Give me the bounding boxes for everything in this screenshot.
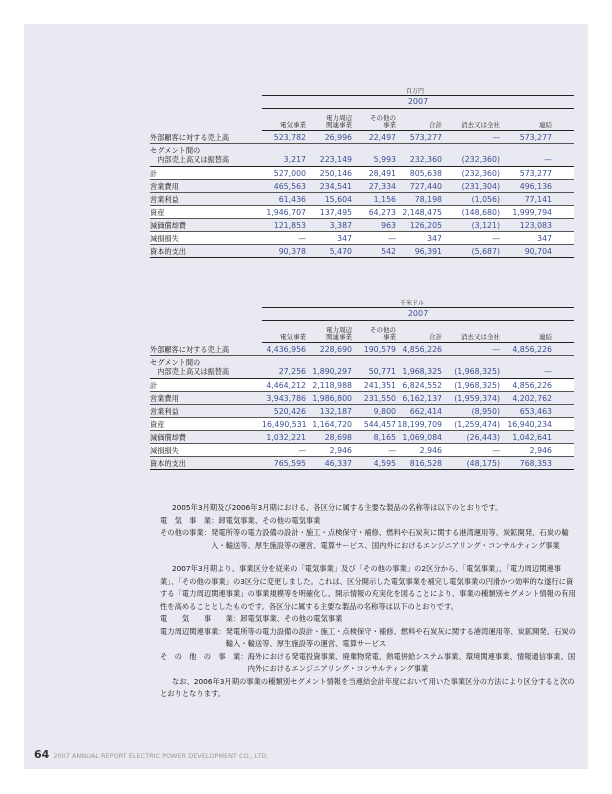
table-cell: 26,996	[324, 132, 352, 142]
col-header: 電気事業	[280, 333, 306, 341]
table-row	[150, 356, 574, 379]
table-cell: 4,202,762	[512, 393, 552, 403]
row-label-line: 計	[150, 168, 158, 178]
table-cell: 5,470	[329, 246, 352, 256]
table-row	[150, 457, 574, 470]
note-paragraph: 2007年3月期より、事業区分を従来の「電気事業」及び「その他の事業」の2区分から、「電気事業」、「電力周辺関連事業」、「その他の事業」の3区分に変更しました。これは、区分開示した電気事業を補完し電気事業の円滑かつ効率的な遂行に資する「電力周辺関連事業」の事業規模等を明確化し、開示情報の充実化を図ることにより、事業の種類別セグメント情報の有用性を高めることとしたものです。各区分に属する主要な製品の名称等は以下のとおりです。	[160, 564, 576, 611]
definition-term: 電 気 事 業：	[160, 614, 241, 623]
table-cell: 4,856,226	[402, 344, 442, 354]
table-cell: 2,118,988	[312, 380, 352, 390]
col-header: 合計	[429, 333, 442, 341]
table-cell: (232,360)	[461, 155, 500, 164]
row-label	[150, 247, 262, 256]
table-cell: 2,946	[529, 445, 552, 455]
year-header: 2007	[262, 95, 574, 109]
note-paragraph: なお、2006年3月期の事業の種類別セグメント情報を当連結会計年度において用いた事業区分の方法により区分すると次のとおりとなります。	[160, 676, 575, 698]
col-header: 消去又は全社	[461, 333, 500, 341]
row-label-line: 資本的支出	[150, 246, 186, 256]
table-cell: 123,083	[519, 220, 552, 230]
segment-table-usd	[150, 298, 574, 470]
table-cell: 765,595	[273, 458, 306, 468]
table-cell: 6,824,552	[402, 380, 442, 390]
table-cell: 78,198	[414, 194, 442, 204]
table-cell: 18,199,709	[397, 419, 442, 429]
row-label	[150, 433, 262, 442]
row-label	[150, 446, 262, 455]
row-label-line: 外部顧客に対する売上高	[150, 344, 230, 354]
table-row	[150, 232, 574, 245]
table-cell: 520,426	[273, 406, 306, 416]
table-cell: —	[492, 132, 500, 142]
table-cell: 1,890,297	[312, 367, 352, 376]
table-cell: 27,256	[278, 367, 306, 376]
definition-item	[160, 651, 576, 676]
table-cell: (8,950)	[471, 406, 500, 416]
table-cell: 1,164,720	[312, 419, 352, 429]
table-cell: 2,148,475	[402, 207, 442, 217]
row-label	[150, 195, 262, 204]
table-cell: (5,687)	[471, 246, 500, 256]
table-cell: (1,259,474)	[454, 419, 500, 429]
row-label	[150, 420, 262, 429]
col-header: 連結	[539, 333, 552, 341]
table-cell: (232,360)	[461, 168, 500, 178]
table-cell: (26,443)	[466, 432, 500, 442]
table-cell: (48,175)	[466, 458, 500, 468]
table-cell: 573,277	[409, 132, 442, 142]
table-cell: 1,156	[373, 194, 396, 204]
row-label-line: 減損損失	[150, 233, 179, 243]
row-label-line: 営業利益	[150, 406, 179, 416]
table-cell: 231,550	[363, 393, 396, 403]
row-label	[150, 394, 262, 403]
table-cell: 465,563	[273, 181, 306, 191]
column-headers	[262, 109, 574, 131]
table-cell: 662,414	[409, 406, 442, 416]
definition-desc: 卸電気事業、その他の電気事業	[218, 515, 321, 525]
table-cell: 4,856,226	[512, 380, 552, 390]
table-row	[150, 379, 574, 392]
table-cell: 190,579	[363, 344, 396, 354]
table-cell: 8,165	[373, 432, 396, 442]
definition-desc: 卸電気事業、その他の電気事業	[240, 614, 343, 623]
table-cell: 2,946	[329, 445, 352, 455]
table-cell: 22,497	[368, 132, 396, 142]
col-header: 連結	[539, 121, 552, 129]
col-header: 電力周辺 関連事業	[326, 326, 352, 341]
table-row	[150, 392, 574, 405]
table-cell: (1,056)	[471, 194, 500, 204]
table-row	[150, 245, 574, 258]
table-cell: —	[298, 233, 306, 243]
table-cell: 1,999,794	[512, 207, 552, 217]
table-row	[150, 131, 574, 144]
table-cell: 523,782	[273, 132, 306, 142]
table-cell: 727,440	[409, 181, 442, 191]
column-headers	[262, 321, 574, 343]
table-cell: 5,993	[373, 155, 396, 164]
table-cell: 3,217	[283, 155, 306, 164]
table-cell: 9,800	[373, 406, 396, 416]
definition-term: そ の 他 の 事 業：	[160, 651, 248, 661]
table-cell: —	[298, 445, 306, 455]
table-cell: —	[544, 155, 552, 164]
table-cell: (231,304)	[461, 181, 500, 191]
table-cell: 4,464,212	[266, 380, 306, 390]
row-label-line: 営業利益	[150, 194, 179, 204]
definition-desc: 発電所等の電力設備の設計・施工・点検保守・補修、燃料や石炭灰に関する港湾運用等、炭鉱開発、石炭の輸入・輸送等、厚生施設等の運営、電算サービス	[225, 626, 576, 648]
page-number: 64	[34, 748, 50, 761]
segment-notes	[160, 502, 576, 701]
table-row	[150, 343, 574, 356]
row-label-line: 外部顧客に対する売上高	[150, 132, 230, 142]
table-cell: 768,353	[519, 458, 552, 468]
row-label	[150, 358, 262, 376]
table-body	[150, 343, 574, 470]
footer-text: 2007 ANNUAL REPORT ELECTRIC POWER DEVELOPMENT CO., LTD.	[53, 752, 269, 760]
table-cell: 653,463	[519, 406, 552, 416]
definition-item	[160, 613, 576, 626]
table-cell: 96,391	[414, 246, 442, 256]
row-label-line: 減損損失	[150, 445, 179, 455]
table-cell: 1,968,325	[402, 367, 442, 376]
table-cell: 121,853	[273, 220, 306, 230]
table-cell: 4,856,226	[512, 344, 552, 354]
definition-desc: 海外における発電投資事業、廃棄物発電、熱電併給システム事業、環境関連事業、情報通信事業、国内外におけるエンジニアリング・コンサルティング事業	[247, 651, 576, 673]
row-label	[150, 221, 262, 230]
row-label-line: 資本的支出	[150, 458, 186, 468]
table-cell: —	[544, 367, 552, 376]
definition-term: 電力周辺関連事業：	[160, 626, 226, 636]
row-label-line: 減価償却費	[150, 220, 186, 230]
table-cell: 1,946,707	[266, 207, 306, 217]
row-label	[150, 407, 262, 416]
row-label-line: 計	[150, 380, 158, 390]
definition-item	[160, 515, 576, 528]
table-cell: 28,698	[324, 432, 352, 442]
table-cell: 228,690	[319, 344, 352, 354]
table-cell: —	[388, 233, 396, 243]
table-cell: 27,334	[368, 181, 396, 191]
row-label	[150, 234, 262, 243]
table-cell: 1,986,800	[312, 393, 352, 403]
table-cell: 544,457	[363, 419, 396, 429]
col-header: その他の 事業	[370, 326, 396, 341]
table-cell: 496,136	[519, 181, 552, 191]
definition-desc: 発電所等の電力設備の設計・施工・点検保守・補修、燃料や石炭灰に関する港湾運用等、炭鉱開発、石炭の輸入・輸送等、厚生施設等の運営、電算サービス、国内外におけるエンジニアリング・コンサルティング事業	[211, 528, 569, 550]
table-cell: 16,940,234	[507, 419, 552, 429]
row-label	[150, 345, 262, 354]
row-label	[150, 381, 262, 390]
row-label	[150, 208, 262, 217]
table-cell: 347	[537, 233, 552, 243]
row-label	[150, 459, 262, 468]
table-cell: —	[492, 344, 500, 354]
row-label-line: 内部売上高又は振替高	[150, 367, 230, 376]
table-cell: 1,042,641	[512, 432, 552, 442]
table-cell: 542	[381, 246, 396, 256]
table-cell: 50,771	[368, 367, 396, 376]
table-row	[150, 418, 574, 431]
table-cell: 527,000	[273, 168, 306, 178]
row-label-line: セグメント間の	[150, 358, 201, 367]
row-label-line: 営業費用	[150, 181, 179, 191]
table-cell: 1,032,221	[266, 432, 306, 442]
table-cell: 126,205	[409, 220, 442, 230]
table-cell: 347	[337, 233, 352, 243]
definition-term: その他の事業：	[160, 528, 212, 537]
row-label-line: 営業費用	[150, 393, 179, 403]
table-cell: (1,968,325)	[454, 380, 500, 390]
table-cell: 16,490,531	[262, 419, 307, 429]
table-cell: 3,943,786	[266, 393, 306, 403]
row-label	[150, 133, 262, 142]
table-cell: (3,121)	[471, 220, 500, 230]
col-header: 電気事業	[280, 121, 306, 129]
table-cell: 28,491	[368, 168, 396, 178]
table-cell: 90,378	[278, 246, 306, 256]
table-cell: 573,277	[519, 168, 552, 178]
table-cell: 61,436	[278, 194, 306, 204]
table-row	[150, 167, 574, 180]
table-cell: 232,360	[409, 155, 442, 164]
table-cell: 241,351	[363, 380, 396, 390]
row-label-line: 資産	[150, 419, 165, 429]
table-row	[150, 405, 574, 418]
table-cell: 6,162,137	[402, 393, 442, 403]
row-label	[150, 146, 262, 164]
table-cell: 46,337	[324, 458, 352, 468]
table-cell: 250,146	[319, 168, 352, 178]
unit-label: 千米ドル	[399, 300, 424, 307]
table-row	[150, 431, 574, 444]
table-cell: 234,541	[319, 181, 352, 191]
row-label-line: セグメント間の	[150, 146, 201, 155]
table-cell: 90,704	[524, 246, 552, 256]
table-cell: 573,277	[519, 132, 552, 142]
col-header: 消去又は全社	[461, 121, 500, 129]
row-label	[150, 182, 262, 191]
table-row	[150, 219, 574, 232]
table-cell: 15,604	[324, 194, 352, 204]
definition-item	[160, 626, 576, 651]
row-label	[150, 169, 262, 178]
table-cell: 816,528	[409, 458, 442, 468]
table-cell: 347	[427, 233, 442, 243]
table-cell: (1,959,374)	[454, 393, 500, 403]
col-header: 電力周辺 関連事業	[326, 114, 352, 129]
definition-item	[160, 527, 576, 552]
table-cell: (1,968,325)	[454, 367, 500, 376]
table-body	[150, 131, 574, 258]
col-header: その他の 事業	[370, 114, 396, 129]
table-cell: 132,187	[319, 406, 352, 416]
table-row	[150, 180, 574, 193]
year-header: 2007	[262, 307, 574, 321]
note-paragraph: 2005年3月期及び2006年3月期における、各区分に属する主要な製品の名称等は以下のとおりです。	[172, 503, 503, 512]
unit-label: 百万円	[405, 88, 424, 95]
segment-table-yen	[150, 86, 574, 258]
table-cell: 3,387	[329, 220, 352, 230]
table-cell: 805,638	[409, 168, 442, 178]
table-cell: 2,946	[419, 445, 442, 455]
table-cell: 4,595	[373, 458, 396, 468]
table-cell: 77,141	[524, 194, 552, 204]
table-cell: 1,069,084	[402, 432, 442, 442]
table-cell: 4,436,956	[266, 344, 306, 354]
col-header: 合計	[429, 121, 442, 129]
table-cell: 64,273	[368, 207, 396, 217]
table-cell: 137,495	[319, 207, 352, 217]
page-footer	[34, 748, 268, 761]
table-cell: —	[492, 445, 500, 455]
row-label-line: 減価償却費	[150, 432, 186, 442]
table-cell: —	[492, 233, 500, 243]
row-label-line: 内部売上高又は振替高	[150, 155, 230, 164]
table-row	[150, 206, 574, 219]
table-cell: —	[388, 445, 396, 455]
row-label-line: 資産	[150, 207, 165, 217]
table-row	[150, 144, 574, 167]
table-cell: (148,680)	[461, 207, 500, 217]
table-cell: 963	[381, 220, 396, 230]
table-row	[150, 444, 574, 457]
table-row	[150, 193, 574, 206]
definition-term: 電 気 事 業：	[160, 515, 219, 525]
table-cell: 223,149	[319, 155, 352, 164]
